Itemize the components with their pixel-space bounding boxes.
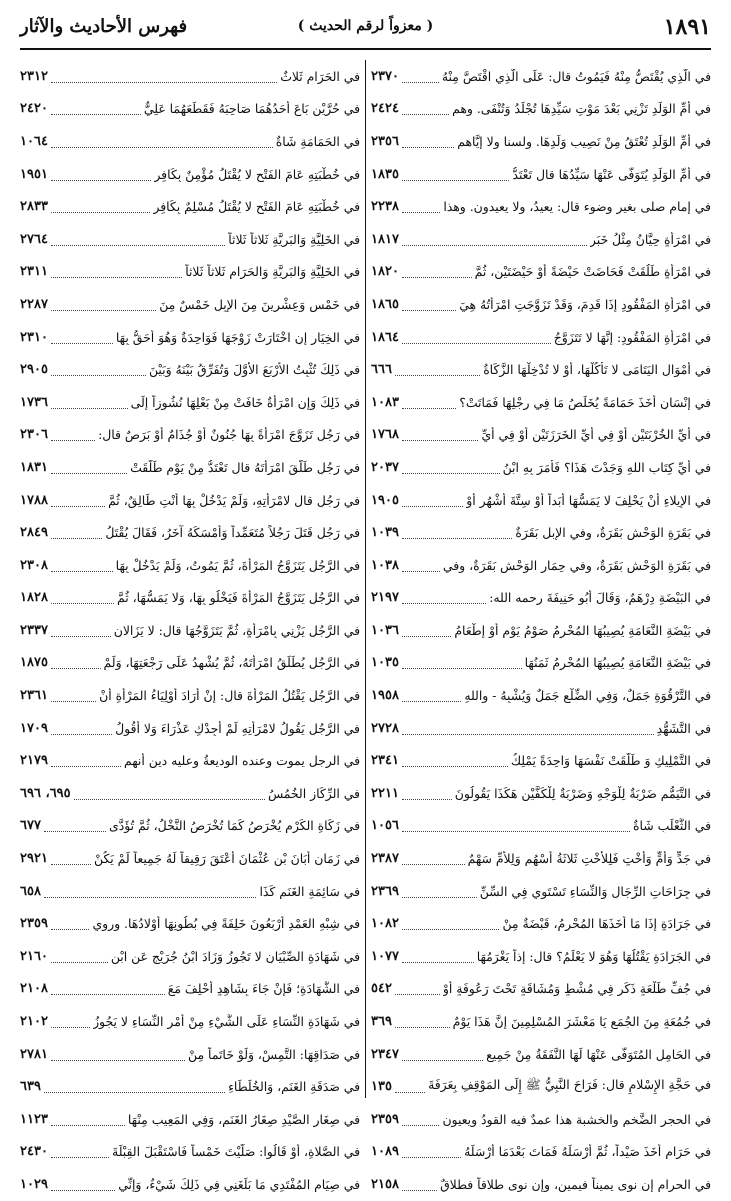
index-entry bbox=[371, 973, 711, 1006]
hadith-number: ١٨١٧ bbox=[371, 231, 399, 247]
leader-dots bbox=[402, 1178, 437, 1191]
entry-text: في امْرَأَةِ المَفْقُودِ إِذَا قَدِمَ، وَقَدْ تَزَوَّجَتِ امْرَأَتُهُ هِيَ bbox=[459, 296, 711, 312]
entry-text: في الرَّجُلِ يَقُولُ لامْرَأَتِهِ لَمْ أَجِدْكِ عَذْرَاءَ وَلا أَقُولُ bbox=[115, 720, 360, 736]
hadith-number: ١١٢٣ bbox=[20, 1111, 48, 1127]
hadith-number: ١٨٣٥ bbox=[371, 166, 399, 182]
hadith-number: ٢٣١٢ bbox=[20, 68, 48, 84]
entry-text: في رَجُلٍ تَزَوَّجَ امْرَأَةً بِهَا جُنُونٌ أَوْ جُذَامٌ أَوْ بَرَصٌ قال: bbox=[98, 427, 360, 443]
entry-text: في الخَلِيَّةِ وَالبَرِيَّةِ ثَلاثاً ثَلاثاً bbox=[228, 231, 360, 247]
entry-text: في أُمِّ الوَلَدِ تُعْتَقُ مِنْ نَصِيبِ وَلَدِهَا. ولسنا ولا إِيَّاهم bbox=[457, 133, 711, 149]
leader-dots bbox=[44, 885, 257, 898]
hadith-number: ١٠٧٧ bbox=[371, 948, 399, 964]
index-entry bbox=[371, 288, 711, 321]
hadith-number: ٦٩٥، ٦٩٦ bbox=[20, 785, 71, 801]
leader-dots bbox=[402, 852, 465, 865]
hadith-number: ١٠٨٩ bbox=[371, 1144, 399, 1160]
entry-text: في خُطْبَتِهِ عَامَ الفَتْحِ لا يُقْتَلُ مُؤْمِنٌ بِكَافِرٍ bbox=[154, 166, 360, 182]
hadith-number: ١٣٥ bbox=[371, 1079, 392, 1095]
entry-text: في الرَّجُلِ يَقْتُلُ المَرْأَةَ قال: إِنْ أَرَادَ أَوْلِيَاءُ المَرْأَةِ أَنْ bbox=[99, 688, 360, 704]
entry-text: في زَمَانِ أَبَانَ بْنِ عُثْمَانَ أَعْتَقَ رَقِيقاً لَهُ جَمِيعاً لَمْ يَكُنْ bbox=[93, 851, 360, 867]
index-entry bbox=[371, 907, 711, 940]
index-entry bbox=[20, 256, 360, 289]
entry-text: في الإِيلاءِ أَنْ يَحْلِفَ لا يَمَسُّهَا أَبَداً أَوْ سِتَّةَ أَشْهُرٍ أَوْ bbox=[466, 492, 711, 508]
leader-dots bbox=[51, 1015, 90, 1028]
leader-dots bbox=[44, 819, 106, 832]
page-number: ١٨٩١ bbox=[663, 14, 711, 40]
hadith-number: ٢٣٠٨ bbox=[20, 557, 48, 573]
entry-text: في جُمُعَةٍ مِنَ الجُمَعِ يَا مَعْشَرَ المُسْلِمِينَ إِنَّ هَذَا يَوْمٌ bbox=[452, 1014, 711, 1030]
hadith-number: ٢٧٨١ bbox=[20, 1046, 48, 1062]
index-entry bbox=[20, 842, 360, 875]
index-entry bbox=[20, 516, 360, 549]
entry-text: في أَمْوَالِ اليَتَامَى لا تَأْكُلْهَا، أَوْ لا تُدْخِلْهَا الزَّكَاةُ bbox=[483, 362, 711, 378]
leader-dots bbox=[51, 722, 112, 735]
hadith-number: ٢٣٧٠ bbox=[371, 68, 399, 84]
entry-text: في الرِّكَازِ الخُمُسُ bbox=[267, 785, 360, 801]
column-divider bbox=[365, 60, 366, 1098]
index-entry bbox=[20, 614, 360, 647]
index-entry bbox=[20, 1136, 360, 1169]
hadith-number: ٢١٥٨ bbox=[371, 1176, 399, 1192]
index-entry bbox=[371, 1005, 711, 1038]
leader-dots bbox=[51, 656, 101, 669]
leader-dots bbox=[402, 494, 463, 507]
entry-text: في الحجر الضَّخم والخشبة هذا عمدٌ فيه القودُ ويعيون bbox=[442, 1111, 711, 1127]
hadith-number: ١٨٢٨ bbox=[20, 590, 48, 606]
index-entry bbox=[20, 1070, 360, 1103]
entry-text: في رَجُلٍ قال لامْرَأَتِهِ، وَلَمْ يَدْخُلْ بِهَا أَنْتِ طَالِقٌ، ثُمَّ bbox=[108, 492, 360, 508]
index-entry bbox=[20, 907, 360, 940]
entry-text: في الحَامِلِ المُتَوَفَّى عَنْهَا لَهَا النَّفَقَةُ مِنْ جَمِيعِ bbox=[486, 1046, 711, 1062]
hadith-number: ٢٣٣٧ bbox=[20, 622, 48, 638]
entry-text: في التَّمْلِيكِ وَ طَلَّقَتْ نَفْسَهَا وَاحِدَةً يَمْلِكُ bbox=[510, 753, 711, 769]
leader-dots bbox=[402, 819, 630, 832]
hadith-number: ١٠٣٩ bbox=[371, 525, 399, 541]
leader-dots bbox=[395, 1080, 425, 1093]
index-entry bbox=[371, 777, 711, 810]
hadith-number: ١٨٢٠ bbox=[371, 264, 399, 280]
hadith-number: ٦٥٨ bbox=[20, 883, 41, 899]
index-entry bbox=[371, 386, 711, 419]
hadith-number: ٢٣٦٩ bbox=[371, 883, 399, 899]
index-entry bbox=[371, 940, 711, 973]
hadith-number: ١٧٠٩ bbox=[20, 720, 48, 736]
entry-text: في الحَمَامَةِ شَاةٌ bbox=[275, 133, 360, 149]
index-entry bbox=[20, 125, 360, 158]
entry-text: في بَقَرَةِ الوَحْشِ بَقَرَةٌ، وفي الإبل بَقَرَةٌ bbox=[515, 525, 711, 541]
hadith-number: ٢٣١٠ bbox=[20, 329, 48, 345]
leader-dots bbox=[51, 428, 95, 441]
index-entry bbox=[371, 875, 711, 908]
entry-text: في صَدَاقِهَا: التَّمِسْ، وَلَوْ خَاتَماً مِنْ bbox=[188, 1046, 360, 1062]
leader-dots bbox=[402, 331, 551, 344]
entry-text: في صِيَامِ المُفْتَدِي مَا بَلَغَنِي فِي ذَلِكَ شَيْءٌ، وَإِنِّي bbox=[118, 1176, 360, 1192]
leader-dots bbox=[402, 754, 508, 767]
entry-text: في جِرَاحَاتِ الرِّجَالِ وَالنِّسَاءِ تَسْتَوِي فِي السِّنِّ bbox=[479, 883, 711, 899]
entry-text: في الجَرَادَةِ يَقْتُلُهَا وَهُوَ لا يَعْلَمُ؟ قال: إِذاً يَغْرَمُهَا bbox=[476, 948, 711, 964]
index-entry bbox=[371, 158, 711, 191]
leader-dots bbox=[395, 363, 480, 376]
entry-text: في شَهَادَةِ النِّسَاءِ عَلَى الشَّيْءِ مِنْ أَمْرِ النِّسَاءِ لا يَجُوزُ bbox=[93, 1014, 360, 1030]
leader-dots bbox=[51, 852, 91, 865]
leader-dots bbox=[51, 559, 113, 572]
hadith-number: ٢٣٥٩ bbox=[371, 1111, 399, 1127]
entry-text: في خَمْسٍ وَعِشْرِينَ مِنَ الإِبِلِ خَمْسٌ مِنَ bbox=[159, 296, 360, 312]
leader-dots bbox=[51, 689, 96, 702]
entry-text: في الشَّهَادَةِ؛ فَإِنْ جَاءَ بِشَاهِدٍ أُحْلِفَ مَعَ bbox=[167, 981, 360, 997]
index-entry bbox=[20, 679, 360, 712]
leader-dots bbox=[51, 461, 127, 474]
entry-text: في سَائِمَةِ الغَنَمِ كَذَا bbox=[259, 883, 360, 899]
entry-text: في الخَلِيَّةِ وَالبَرِيَّةِ وَالحَرَامِ ثَلاثاً ثَلاثاً bbox=[185, 264, 360, 280]
leader-dots bbox=[51, 982, 165, 995]
leader-dots bbox=[51, 494, 105, 507]
leader-dots bbox=[402, 168, 509, 181]
hadith-number: ٢٣٥٩ bbox=[20, 916, 48, 932]
leader-dots bbox=[402, 298, 456, 311]
entry-text: في التَّشَهُّدِ bbox=[656, 720, 711, 736]
leader-dots bbox=[402, 526, 512, 539]
hadith-number: ٢٢٣٨ bbox=[371, 199, 399, 215]
leader-dots bbox=[402, 135, 454, 148]
entry-text: في الرَّجُلِ يَزْنِي بِامْرَأَةٍ، ثُمَّ يَتَزَوَّجُهَا قال: لا يَزَالانِ bbox=[113, 622, 360, 638]
entry-text: في زَكَاةِ الكَرْمِ يُخْرَصُ كَمَا تُخْرَصُ النَّخْلُ، ثُمَّ تُؤَدَّى bbox=[109, 818, 360, 834]
index-entry bbox=[20, 549, 360, 582]
hadith-number: ٢٣٦١ bbox=[20, 688, 48, 704]
entry-text: في حَجَّةِ الإِسْلامِ قال: فَرَاحَ النَّبِيُّ ﷺ إِلَى المَوْقِفِ بِعَرَفَةَ bbox=[428, 1077, 711, 1093]
entry-text: في صِغَارِ الصَّيْدِ صِغَارُ الغَنَمِ، وَفِي المَعِيبِ مِنْهَا bbox=[127, 1111, 360, 1127]
entry-text: في التَّيَمُّمِ ضَرْبَةٌ لِلْوَجْهِ وَضَرْبَةٌ لِلْكَفَّيْنِ هَكَذَا يَقُولُونَ bbox=[454, 785, 711, 801]
index-entry bbox=[20, 1005, 360, 1038]
hadith-number: ١٧٨٨ bbox=[20, 492, 48, 508]
hadith-number: ٢٩٢١ bbox=[20, 851, 48, 867]
index-entry bbox=[371, 744, 711, 777]
hadith-number: ١٩٥١ bbox=[20, 166, 48, 182]
leader-dots bbox=[51, 950, 108, 963]
index-entry bbox=[20, 386, 360, 419]
header-rule bbox=[20, 48, 711, 50]
entry-text: في الثَّعْلَبِ شَاةٌ bbox=[633, 818, 711, 834]
index-entry bbox=[20, 353, 360, 386]
entry-text: في خُطْبَتِهِ عَامَ الفَتْحِ لا يُقْتَلُ مُسْلِمٌ بِكَافِرٍ bbox=[153, 199, 360, 215]
hadith-number: ١٩٥٨ bbox=[371, 688, 399, 704]
leader-dots bbox=[402, 950, 474, 963]
running-subtitle: ( معزواً لرقم الحديث ) bbox=[297, 18, 434, 34]
entry-text: في رَجُلٍ طَلَّقَ امْرَأَتَهُ قال تَعْتَدُّ مِنْ يَوْمِ طَلَّقَتْ bbox=[130, 459, 360, 475]
leader-dots bbox=[51, 624, 111, 637]
hadith-number: ٢٣٨٧ bbox=[371, 851, 399, 867]
leader-dots bbox=[51, 233, 225, 246]
index-entry bbox=[371, 1103, 711, 1136]
index-entry bbox=[20, 1168, 360, 1201]
entry-text: في جَرَادَةٍ إِذَا مَا أَخَذَهَا المُحْرِمُ، قَبْضَةٌ مِنْ bbox=[502, 916, 711, 932]
entry-text: في إمام صلى بغير وضوء قال: يعيدُ، ولا يعيدون. وهذا bbox=[443, 199, 711, 215]
leader-dots bbox=[402, 1113, 440, 1126]
index-entry bbox=[20, 875, 360, 908]
index-entry bbox=[20, 158, 360, 191]
hadith-number: ٦٦٦ bbox=[371, 362, 392, 378]
leader-dots bbox=[402, 428, 479, 441]
entry-text: في ذَلِكَ تُثْبِتُ الأَرْبَعَ الأَوَّلَ وَتُفَرِّقُ بَيْنَهُ وَبَيْنَ bbox=[148, 362, 360, 378]
entry-text: في الَّذِي يُقْتَصُّ مِنْهُ فَيَمُوتُ قال: عَلَى الَّذِي اقْتَصَّ مِنْهُ bbox=[441, 68, 711, 84]
index-entry bbox=[20, 321, 360, 354]
leader-dots bbox=[51, 135, 273, 148]
index-entry bbox=[371, 1136, 711, 1169]
leader-dots bbox=[51, 526, 102, 539]
index-entry bbox=[20, 1038, 360, 1071]
leader-dots bbox=[51, 754, 121, 767]
index-entry bbox=[371, 223, 711, 256]
hadith-number: ٢٧٦٤ bbox=[20, 231, 48, 247]
index-entry bbox=[20, 712, 360, 745]
entry-text: في الرَّجُلِ يُطَلِّقُ امْرَأَتَهُ، ثُمَّ يُشْهِدُ عَلَى رَجْعَتِهَا، وَلَمْ bbox=[103, 655, 360, 671]
leader-dots bbox=[44, 1080, 225, 1093]
entry-text: في بَقَرَةِ الوَحْشِ بَقَرَةٌ، وفي حِمَارِ الوَحْشِ بَقَرَةٌ، وفي bbox=[442, 557, 711, 573]
hadith-number: ٢١٠٢ bbox=[20, 1014, 48, 1030]
hadith-number: ١٠٣٨ bbox=[371, 557, 399, 573]
index-entry bbox=[371, 1168, 711, 1201]
hadith-number: ١٨٧٥ bbox=[20, 655, 48, 671]
entry-text: في بَيْضَةِ النَّعَامَةِ يُصِيبُهَا المُحْرِمُ ثَمَنُهَا bbox=[524, 655, 711, 671]
leader-dots bbox=[51, 591, 114, 604]
leader-dots bbox=[402, 591, 486, 604]
index-entry bbox=[371, 321, 711, 354]
leader-dots bbox=[51, 200, 150, 213]
index-entry bbox=[20, 1103, 360, 1136]
index-entry bbox=[20, 93, 360, 126]
index-entry bbox=[371, 712, 711, 745]
leader-dots bbox=[402, 1048, 483, 1061]
entry-text: في إِنْسَانٍ أَخَذَ حَمَامَةً يُخَلِّصُ مَا فِي رِجْلِهَا فَمَاتَتْ؟ bbox=[459, 394, 711, 410]
leader-dots bbox=[402, 722, 654, 735]
leader-dots bbox=[395, 982, 440, 995]
index-entry bbox=[371, 125, 711, 158]
leader-dots bbox=[402, 559, 440, 572]
index-entry bbox=[371, 549, 711, 582]
leader-dots bbox=[402, 461, 500, 474]
left-column bbox=[20, 60, 360, 1201]
index-entry bbox=[20, 582, 360, 615]
index-entry bbox=[371, 484, 711, 517]
entry-text: في الرَّجُلِ يَتَزَوَّجُ المَرْأَةَ، ثُمَّ يَمُوتُ، وَلَمْ يَدْخُلْ بِهَا bbox=[115, 557, 360, 573]
running-title: فهرس الأحاديث والآثار bbox=[20, 16, 188, 37]
hadith-number: ٢٣٤١ bbox=[371, 753, 399, 769]
entry-text: في التَّرْقُوَةِ جَمَلٌ، وَفِي الضِّلْعِ جَمَلٌ وَيُشْبِهُ - واللهِ bbox=[464, 688, 711, 704]
leader-dots bbox=[402, 102, 449, 115]
leader-dots bbox=[402, 396, 456, 409]
entry-text: في الخِيَارِ إِنِ اخْتَارَتْ زَوْجَهَا فَوَاحِدَةٌ وَهُوَ أَحَقُّ بِهَا bbox=[115, 329, 360, 345]
leader-dots bbox=[51, 1113, 125, 1126]
leader-dots bbox=[395, 1015, 450, 1028]
index-entry bbox=[371, 451, 711, 484]
index-entry bbox=[371, 842, 711, 875]
index-entry bbox=[20, 973, 360, 1006]
index-entry bbox=[371, 582, 711, 615]
entry-text: في أُمِّ الوَلَدِ تَزْنِي بَعْدَ مَوْتِ سَيِّدِهَا تُجْلَدُ وَتُنْفَى. وهم bbox=[452, 101, 711, 117]
hadith-number: ٢١٠٨ bbox=[20, 981, 48, 997]
hadith-number: ٥٤٢ bbox=[371, 981, 392, 997]
leader-dots bbox=[402, 624, 451, 637]
leader-dots bbox=[402, 1145, 461, 1158]
index-entry bbox=[371, 190, 711, 223]
hadith-number: ١٨٣١ bbox=[20, 459, 48, 475]
entry-text: في البَيْضَةِ دِرْهَمٌ، وَقَالَ أَبُو حَنِيفَةَ رحمه الله: bbox=[489, 590, 711, 606]
index-entry bbox=[371, 256, 711, 289]
hadith-number: ٦٧٧ bbox=[20, 818, 41, 834]
entry-text: في امْرَأَةِ المَفْقُودِ: إِنَّهَا لا تَتَزَوَّجُ bbox=[553, 329, 711, 345]
index-entry bbox=[371, 353, 711, 386]
hadith-number: ٢٨٣٣ bbox=[20, 199, 48, 215]
index-entry bbox=[371, 647, 711, 680]
leader-dots bbox=[402, 885, 477, 898]
entry-text: في جَدٍّ وَأُمٍّ وَأُخْتٍ فَلِلأُخْتِ ثَلاثَةُ أَسْهُمٍ وَلِلأُمِّ سَهْمٌ bbox=[467, 851, 711, 867]
hadith-number: ١٨٦٤ bbox=[371, 329, 399, 345]
entry-text: في صَدَقَةِ الغَنَمِ، وَالخُلَطَاءِ bbox=[228, 1079, 360, 1095]
hadith-number: ٢٩٠٥ bbox=[20, 362, 48, 378]
hadith-number: ٦٣٩ bbox=[20, 1079, 41, 1095]
index-entry bbox=[371, 679, 711, 712]
leader-dots bbox=[402, 787, 452, 800]
leader-dots bbox=[51, 298, 156, 311]
index-entry bbox=[371, 419, 711, 452]
leader-dots bbox=[51, 363, 146, 376]
leader-dots bbox=[51, 102, 141, 115]
leader-dots bbox=[402, 200, 440, 213]
entry-text: في جُفِّ طَلْعَةٍ ذَكَرٍ فِي مُشْطٍ وَمُشَاقَةٍ تَحْتَ رَعُوفَةٍ أَوْ bbox=[442, 981, 711, 997]
index-entry bbox=[20, 647, 360, 680]
index-entry bbox=[20, 940, 360, 973]
hadith-number: ٢٧٢٨ bbox=[371, 720, 399, 736]
hadith-number: ٢٠٣٧ bbox=[371, 459, 399, 475]
hadith-number: ٢١٧٩ bbox=[20, 753, 48, 769]
index-entry bbox=[20, 60, 360, 93]
index-entry bbox=[20, 223, 360, 256]
leader-dots bbox=[51, 1145, 109, 1158]
leader-dots bbox=[51, 917, 90, 930]
hadith-number: ١٧٣٦ bbox=[20, 394, 48, 410]
hadith-number: ٢١٩٧ bbox=[371, 590, 399, 606]
index-entry bbox=[20, 744, 360, 777]
page-header bbox=[20, 12, 711, 46]
entry-text: في شَهَادَةِ الصِّبْيَانِ لا تَجُوزُ وَزَادَ ابْنُ جُرَيْجٍ عَنِ ابْنِ bbox=[110, 948, 360, 964]
index-entry bbox=[20, 419, 360, 452]
leader-dots bbox=[402, 265, 472, 278]
hadith-number: ٢١٦٠ bbox=[20, 948, 48, 964]
hadith-number: ٢٢٨٧ bbox=[20, 296, 48, 312]
entry-text: في امْرَأَةٍ طَلُقَتْ فَحَاضَتْ حَيْضَةً أَوْ حَيْضَتَيْنِ، ثُمَّ bbox=[474, 264, 711, 280]
hadith-number: ١٠٥٦ bbox=[371, 818, 399, 834]
entry-text: في شِبْهِ العَمْدِ أَرْبَعُونَ خَلِفَةً فِي بُطُونِهَا أَوْلادُهَا. وروي bbox=[92, 916, 360, 932]
index-entry bbox=[20, 810, 360, 843]
hadith-number: ١٠٨٢ bbox=[371, 916, 399, 932]
hadith-number: ١٩٠٥ bbox=[371, 492, 399, 508]
index-entry bbox=[20, 288, 360, 321]
entry-text: في حُرَّيْنِ بَاعَ أَحَدُهُمَا صَاحِبَهُ فَقَطَعَهُمَا عَلِيٌّ bbox=[143, 101, 360, 117]
index-entry bbox=[20, 190, 360, 223]
hadith-number: ١٠٢٩ bbox=[20, 1176, 48, 1192]
hadith-number: ١٠٦٤ bbox=[20, 133, 48, 149]
leader-dots bbox=[51, 331, 113, 344]
hadith-number: ١٠٣٦ bbox=[371, 622, 399, 638]
entry-text: في الصَّلاةِ، أَوْ قَالُوا: صَلَّيْتَ خَمْساً فَاسْتَقْبَلَ القِبْلَةَ bbox=[112, 1144, 360, 1160]
right-column bbox=[371, 60, 711, 1201]
entry-text: في ذَلِكَ وَإِنِ امْرَأَةٌ خَافَتْ مِنْ بَعْلِهَا نُشُوزاً إِلَى bbox=[130, 394, 360, 410]
leader-dots bbox=[402, 656, 522, 669]
leader-dots bbox=[51, 70, 277, 83]
index-entry bbox=[371, 60, 711, 93]
hadith-number: ٢٤٢٤ bbox=[371, 101, 399, 117]
entry-text: في أَيِّ الخُرْبَتَيْنِ أَوْ فِي أَيِّ الخَرَزَتَيْنِ أَوْ فِي أَيِّ bbox=[481, 427, 711, 443]
index-entry bbox=[371, 93, 711, 126]
hadith-number: ٢٨٤٩ bbox=[20, 525, 48, 541]
entry-text: في بَيْضَةِ النَّعَامَةِ يُصِيبُهَا المُحْرِمُ صَوْمُ يَوْمٍ أَوْ إِطْعَامُ bbox=[454, 622, 711, 638]
hadith-number: ٢٤٣٠ bbox=[20, 1144, 48, 1160]
leader-dots bbox=[51, 1048, 185, 1061]
entry-text: في الحَرَامِ ثَلاثٌ bbox=[280, 68, 360, 84]
hadith-number: ٢٣٤٧ bbox=[371, 1046, 399, 1062]
hadith-number: ١٨٦٥ bbox=[371, 296, 399, 312]
hadith-number: ٣٦٩ bbox=[371, 1014, 392, 1030]
entry-text: في الرجل يموت وعنده الوديعةُ وعليه دين أنهم bbox=[123, 753, 360, 769]
leader-dots bbox=[402, 917, 500, 930]
index-entry bbox=[20, 451, 360, 484]
index-entry bbox=[371, 614, 711, 647]
leader-dots bbox=[74, 787, 265, 800]
entry-text: في الرَّجُلِ يَتَزَوَّجُ المَرْأَةَ فَيَخْلُو بِهَا، وَلا يَمَسُّهَا، ثُمَّ bbox=[116, 590, 360, 606]
hadith-number: ٢٣٥٦ bbox=[371, 133, 399, 149]
entry-text: في امْرَأَةٍ حِيَّانُ مِثْلُ خَبَرِ bbox=[589, 231, 711, 247]
index-entry bbox=[371, 1070, 711, 1103]
leader-dots bbox=[51, 168, 151, 181]
entry-text: في حَرَامٍ أَخَذَ صَيْداً، ثُمَّ أَرْسَلَهُ فَمَاتَ بَعْدَمَا أَرْسَلَهُ bbox=[464, 1144, 711, 1160]
hadith-number: ٢٣١١ bbox=[20, 264, 48, 280]
hadith-number: ٢٢١١ bbox=[371, 785, 399, 801]
leader-dots bbox=[51, 1178, 115, 1191]
entry-text: في أُمِّ الوَلَدِ يُتَوَفَّى عَنْهَا سَيِّدُهَا قال تَعْتَدُّ bbox=[512, 166, 711, 182]
hadith-number: ٢٣٠٦ bbox=[20, 427, 48, 443]
leader-dots bbox=[402, 233, 587, 246]
leader-dots bbox=[51, 396, 128, 409]
hadith-number: ٢٤٢٠ bbox=[20, 101, 48, 117]
index-entry bbox=[371, 1038, 711, 1071]
entry-text: في أَيِّ كِتَابِ اللهِ وَجَدْتَ هَذَا؟ فَأَمَرَ بِهِ ابْنُ bbox=[502, 459, 711, 475]
index-entry bbox=[20, 777, 360, 810]
index-entry bbox=[371, 810, 711, 843]
hadith-number: ١٧٦٨ bbox=[371, 427, 399, 443]
entry-text: في الحرام إن نوى يميناً فيمين، وإن نوى طلاقاً فطلاقٌ bbox=[440, 1176, 711, 1192]
hadith-number: ١٠٣٥ bbox=[371, 655, 399, 671]
leader-dots bbox=[402, 70, 439, 83]
leader-dots bbox=[51, 265, 182, 278]
index-entry bbox=[371, 516, 711, 549]
entry-text: في رَجُلٍ قَتَلَ رَجُلاً مُتَعَمِّداً وَأَمْسَكَهُ آخَرُ، فَقَالَ يُقْتَلُ bbox=[105, 525, 360, 541]
index-entry bbox=[20, 484, 360, 517]
leader-dots bbox=[402, 689, 461, 702]
hadith-number: ١٠٨٣ bbox=[371, 394, 399, 410]
